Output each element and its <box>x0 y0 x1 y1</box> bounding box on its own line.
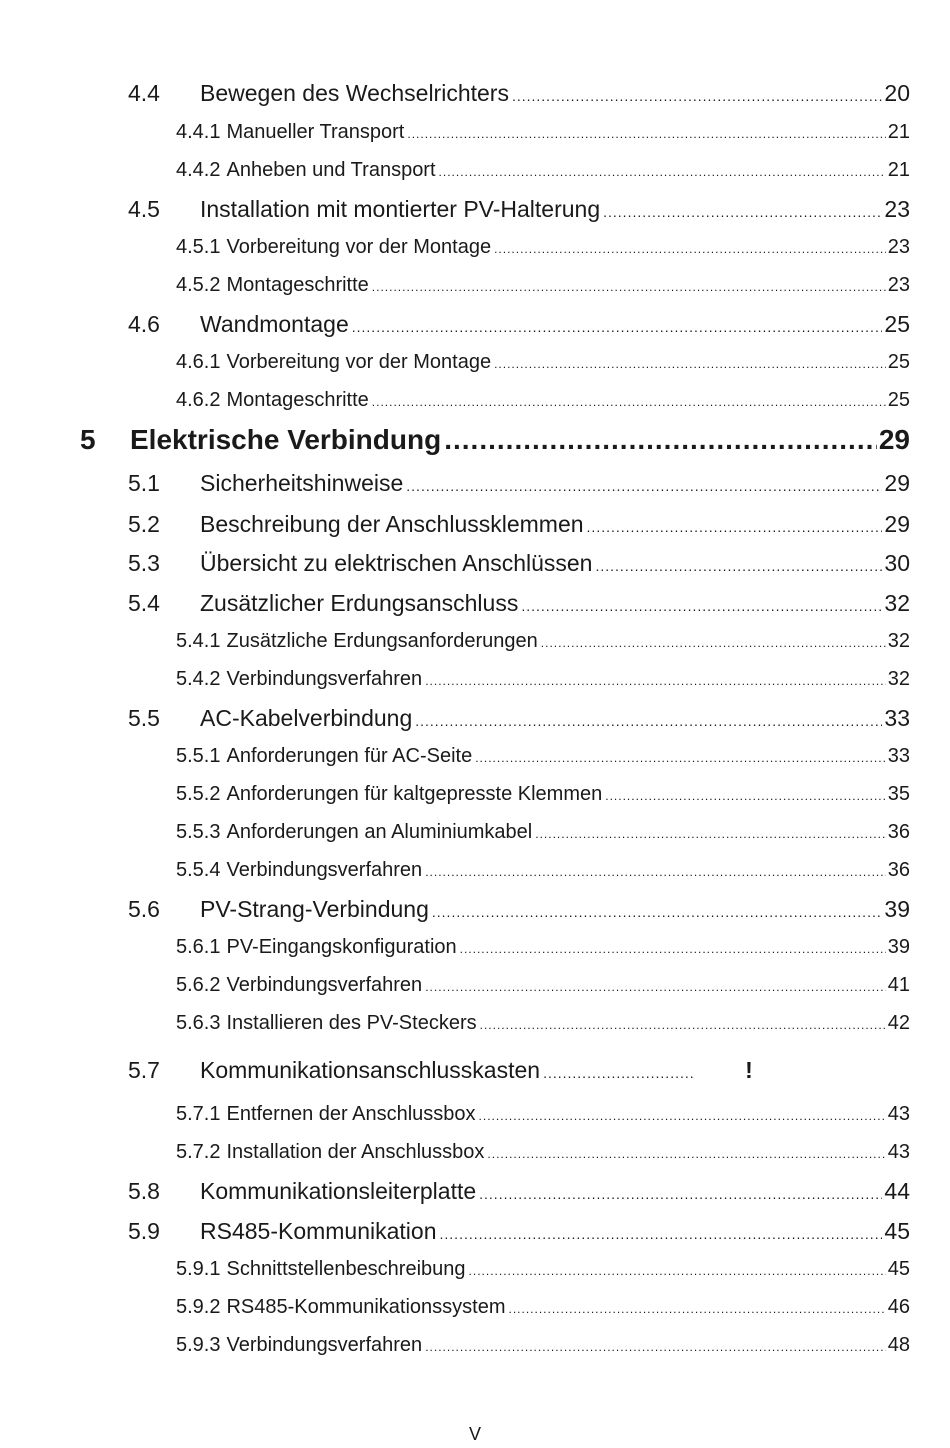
toc-entry-title: Zusätzliche Erdungsanforderungen <box>226 630 538 652</box>
toc-entry[interactable] <box>128 705 910 732</box>
dot-leader <box>415 713 882 729</box>
toc-entry[interactable] <box>176 630 910 653</box>
toc-entry-page: 41 <box>887 974 910 996</box>
toc-entry[interactable] <box>176 974 910 997</box>
dot-leader <box>603 204 882 220</box>
toc-entry-title: Vorbereitung vor der Montage <box>226 236 492 258</box>
dot-leader <box>535 827 886 841</box>
toc-entry-title: Montageschritte <box>226 274 369 296</box>
toc-entry-number: 4.4.1 <box>176 121 221 143</box>
toc-entry[interactable] <box>176 745 910 768</box>
toc-entry-title: Anforderungen für AC-Seite <box>226 745 473 767</box>
toc-entry-title: Elektrische Verbindung <box>130 424 442 455</box>
toc-entry-number: 4.5 <box>128 196 160 222</box>
dot-leader <box>475 751 886 765</box>
dot-leader <box>439 165 886 179</box>
toc-entry-number: 4.6.1 <box>176 351 221 373</box>
toc-entry-page: 20 <box>884 80 910 106</box>
dot-leader <box>406 478 882 494</box>
toc-entry-page: 23 <box>887 236 910 258</box>
toc-entry[interactable] <box>176 668 910 691</box>
toc-entry-page: 44 <box>884 1178 910 1204</box>
toc-entry-number: 5.2 <box>128 511 160 537</box>
toc-entry[interactable] <box>176 121 910 144</box>
toc-entry-number: 5.6.2 <box>176 974 221 996</box>
toc-entry-number: 5.7 <box>128 1057 160 1083</box>
toc-entry[interactable] <box>128 80 910 107</box>
dot-leader <box>460 942 886 956</box>
toc-entry-title: Montageschritte <box>226 389 369 411</box>
dot-leader <box>494 242 886 256</box>
toc-entry-title: Bewegen des Wechselrichters <box>200 80 509 106</box>
toc-entry[interactable] <box>176 1103 910 1126</box>
toc-entry-page: 29 <box>884 470 910 496</box>
toc-entry-page: 23 <box>884 196 910 222</box>
toc-entry[interactable] <box>128 590 910 617</box>
toc-entry-page: 29 <box>878 424 910 455</box>
toc-entry-number: 5.3 <box>128 550 160 576</box>
toc-entry-page: 32 <box>887 630 910 652</box>
toc-entry-number: 5.4.2 <box>176 668 221 690</box>
toc-entry-title: Verbindungsverfahren <box>226 859 423 881</box>
toc-entry-page: 25 <box>884 311 910 337</box>
toc-entry-page: 46 <box>887 1296 910 1318</box>
toc-entry-page: 21 <box>887 159 910 181</box>
dot-leader <box>595 558 882 574</box>
dot-leader <box>479 1109 886 1123</box>
dot-leader <box>521 598 882 614</box>
toc-entry-title: Installation mit montierter PV-Halterung <box>200 196 601 222</box>
dot-leader <box>508 1302 885 1316</box>
toc-entry[interactable] <box>176 821 910 844</box>
dot-leader <box>425 674 886 688</box>
toc-entry[interactable] <box>128 896 910 923</box>
toc-entry-page: 36 <box>887 859 910 881</box>
toc-entry[interactable] <box>128 311 910 338</box>
dot-leader <box>425 1340 886 1354</box>
toc-entry[interactable] <box>176 1012 910 1035</box>
toc-entry-page: 23 <box>887 274 910 296</box>
toc-entry-number: 5.5 <box>128 705 160 731</box>
page-number: V <box>468 1424 481 1444</box>
toc-entry-title: Anforderungen an Aluminiumkabel <box>226 821 533 843</box>
toc-entry-title: Anheben und Transport <box>226 159 436 181</box>
toc-entry-page: 29 <box>884 511 910 537</box>
toc-entry[interactable] <box>176 389 910 412</box>
toc-entry-page: 32 <box>884 590 910 616</box>
toc-entry-number: 5.5.4 <box>176 859 221 881</box>
toc-entry[interactable] <box>176 159 910 182</box>
toc-entry-number: 4.4.2 <box>176 159 221 181</box>
toc-entry[interactable] <box>176 1258 910 1281</box>
toc-entry-page: 45 <box>887 1258 910 1280</box>
dot-leader <box>372 280 886 294</box>
toc-entry-title: Verbindungsverfahren <box>226 668 423 690</box>
dot-leader <box>479 1186 882 1202</box>
toc-entry-broken[interactable] <box>128 1057 910 1084</box>
toc-entry-page: 30 <box>884 550 910 576</box>
toc-entry-number: 5.1 <box>128 470 160 496</box>
toc-entry-page: 21 <box>887 121 910 143</box>
toc-entry-title: Entfernen der Anschlussbox <box>226 1103 476 1125</box>
toc-entry-number: 5.5.3 <box>176 821 221 843</box>
toc-entry-title: Übersicht zu elektrischen Anschlüssen <box>200 550 593 576</box>
dot-leader <box>372 395 886 409</box>
toc-entry-title: Verbindungsverfahren <box>226 1334 423 1356</box>
toc-entry-title: Kommunikationsanschlusskasten <box>200 1057 541 1083</box>
toc-entry-title: AC-Kabelverbindung <box>200 705 413 731</box>
toc-entry-title: Verbindungsverfahren <box>226 974 423 996</box>
toc-entry[interactable] <box>176 351 910 374</box>
dot-leader <box>543 1065 693 1081</box>
toc-entry[interactable] <box>176 1296 910 1319</box>
toc-entry-page: 25 <box>887 351 910 373</box>
toc-entry-number: 4.5.1 <box>176 236 221 258</box>
dot-leader <box>469 1264 886 1278</box>
dot-leader <box>487 1147 885 1161</box>
toc-entry[interactable] <box>176 936 910 959</box>
toc-entry-page: 39 <box>884 896 910 922</box>
toc-entry-title: Kommunikationsleiterplatte <box>200 1178 477 1204</box>
dot-leader <box>432 904 883 920</box>
toc-entry[interactable] <box>176 236 910 259</box>
toc-entry-title: PV-Strang-Verbindung <box>200 896 429 922</box>
toc-entry-title: RS485-Kommunikationssystem <box>226 1296 506 1318</box>
toc-entry-title: Anforderungen für kaltgepresste Klemmen <box>226 783 603 805</box>
toc-entry-page: 42 <box>887 1012 910 1034</box>
toc-entry-page: 33 <box>884 705 910 731</box>
toc-entry-number: 5.7.2 <box>176 1141 221 1163</box>
toc-entry-page: 36 <box>887 821 910 843</box>
toc-entry-number: 5 <box>80 424 96 455</box>
toc-entry-number: 5.6.3 <box>176 1012 221 1034</box>
toc-entry-title: PV-Eingangskonfiguration <box>226 936 457 958</box>
toc-entry-page: 33 <box>887 745 910 767</box>
toc-entry-number: 5.9.1 <box>176 1258 221 1280</box>
toc-entry-page: 35 <box>887 783 910 805</box>
toc-entry[interactable] <box>128 470 910 497</box>
toc-entry-number: 5.6.1 <box>176 936 221 958</box>
toc-entry-title: Manueller Transport <box>226 121 405 143</box>
toc-entry-number: 4.6.2 <box>176 389 221 411</box>
toc-entry-title: RS485-Kommunikation <box>200 1218 437 1244</box>
dot-leader <box>512 88 882 104</box>
toc-entry-page: 25 <box>887 389 910 411</box>
toc-entry-page: 39 <box>887 936 910 958</box>
toc-entry[interactable] <box>128 550 910 577</box>
dot-leader <box>444 424 877 456</box>
toc-entry-number: 5.6 <box>128 896 160 922</box>
dot-leader <box>541 636 886 650</box>
toc-entry-number: 5.5.1 <box>176 745 221 767</box>
toc-entry[interactable] <box>176 783 910 806</box>
toc-chapter-entry[interactable] <box>80 424 910 456</box>
toc-entry[interactable] <box>176 274 910 297</box>
dot-leader <box>480 1018 886 1032</box>
toc-entry-title: Vorbereitung vor der Montage <box>226 351 492 373</box>
toc-entry-number: 4.4 <box>128 80 160 106</box>
toc-entry-title: Beschreibung der Anschlussklemmen <box>200 511 584 537</box>
toc-entry-number: 5.4.1 <box>176 630 221 652</box>
toc-entry[interactable] <box>128 1218 910 1245</box>
toc-entry[interactable] <box>176 859 910 882</box>
toc-entry-number: 5.8 <box>128 1178 160 1204</box>
dot-leader <box>605 789 886 803</box>
dot-leader <box>440 1226 883 1242</box>
toc-entry-page: 43 <box>887 1103 910 1125</box>
toc-entry-page: ! <box>745 1057 753 1083</box>
toc-entry-page: 43 <box>887 1141 910 1163</box>
toc-entry-page: 32 <box>887 668 910 690</box>
toc-entry[interactable] <box>128 1178 910 1205</box>
toc-entry-number: 5.9.3 <box>176 1334 221 1356</box>
toc-entry-number: 4.5.2 <box>176 274 221 296</box>
toc-entry[interactable] <box>128 196 910 223</box>
dot-leader <box>425 865 886 879</box>
toc-entry-number: 5.9.2 <box>176 1296 221 1318</box>
toc-entry[interactable] <box>128 511 910 538</box>
toc-entry-number: 5.9 <box>128 1218 160 1244</box>
toc-entry[interactable] <box>176 1334 910 1357</box>
toc-entry-number: 4.6 <box>128 311 160 337</box>
dot-leader <box>352 319 883 335</box>
toc-entry-number: 5.5.2 <box>176 783 221 805</box>
toc-entry-number: 5.7.1 <box>176 1103 221 1125</box>
toc-entry-title: Wandmontage <box>200 311 349 337</box>
toc-entry-title: Installieren des PV-Steckers <box>226 1012 477 1034</box>
dot-leader <box>407 127 885 141</box>
toc-entry-page: 48 <box>887 1334 910 1356</box>
dot-leader <box>587 519 883 535</box>
dot-leader <box>494 357 886 371</box>
toc-entry-title: Schnittstellenbeschreibung <box>226 1258 466 1280</box>
toc-entry-title: Sicherheitshinweise <box>200 470 404 496</box>
toc-entry-title: Installation der Anschlussbox <box>226 1141 485 1163</box>
dot-leader <box>425 980 886 994</box>
toc-entry[interactable] <box>176 1141 910 1164</box>
toc-entry-page: 45 <box>884 1218 910 1244</box>
toc-entry-title: Zusätzlicher Erdungsanschluss <box>200 590 519 616</box>
toc-entry-number: 5.4 <box>128 590 160 616</box>
